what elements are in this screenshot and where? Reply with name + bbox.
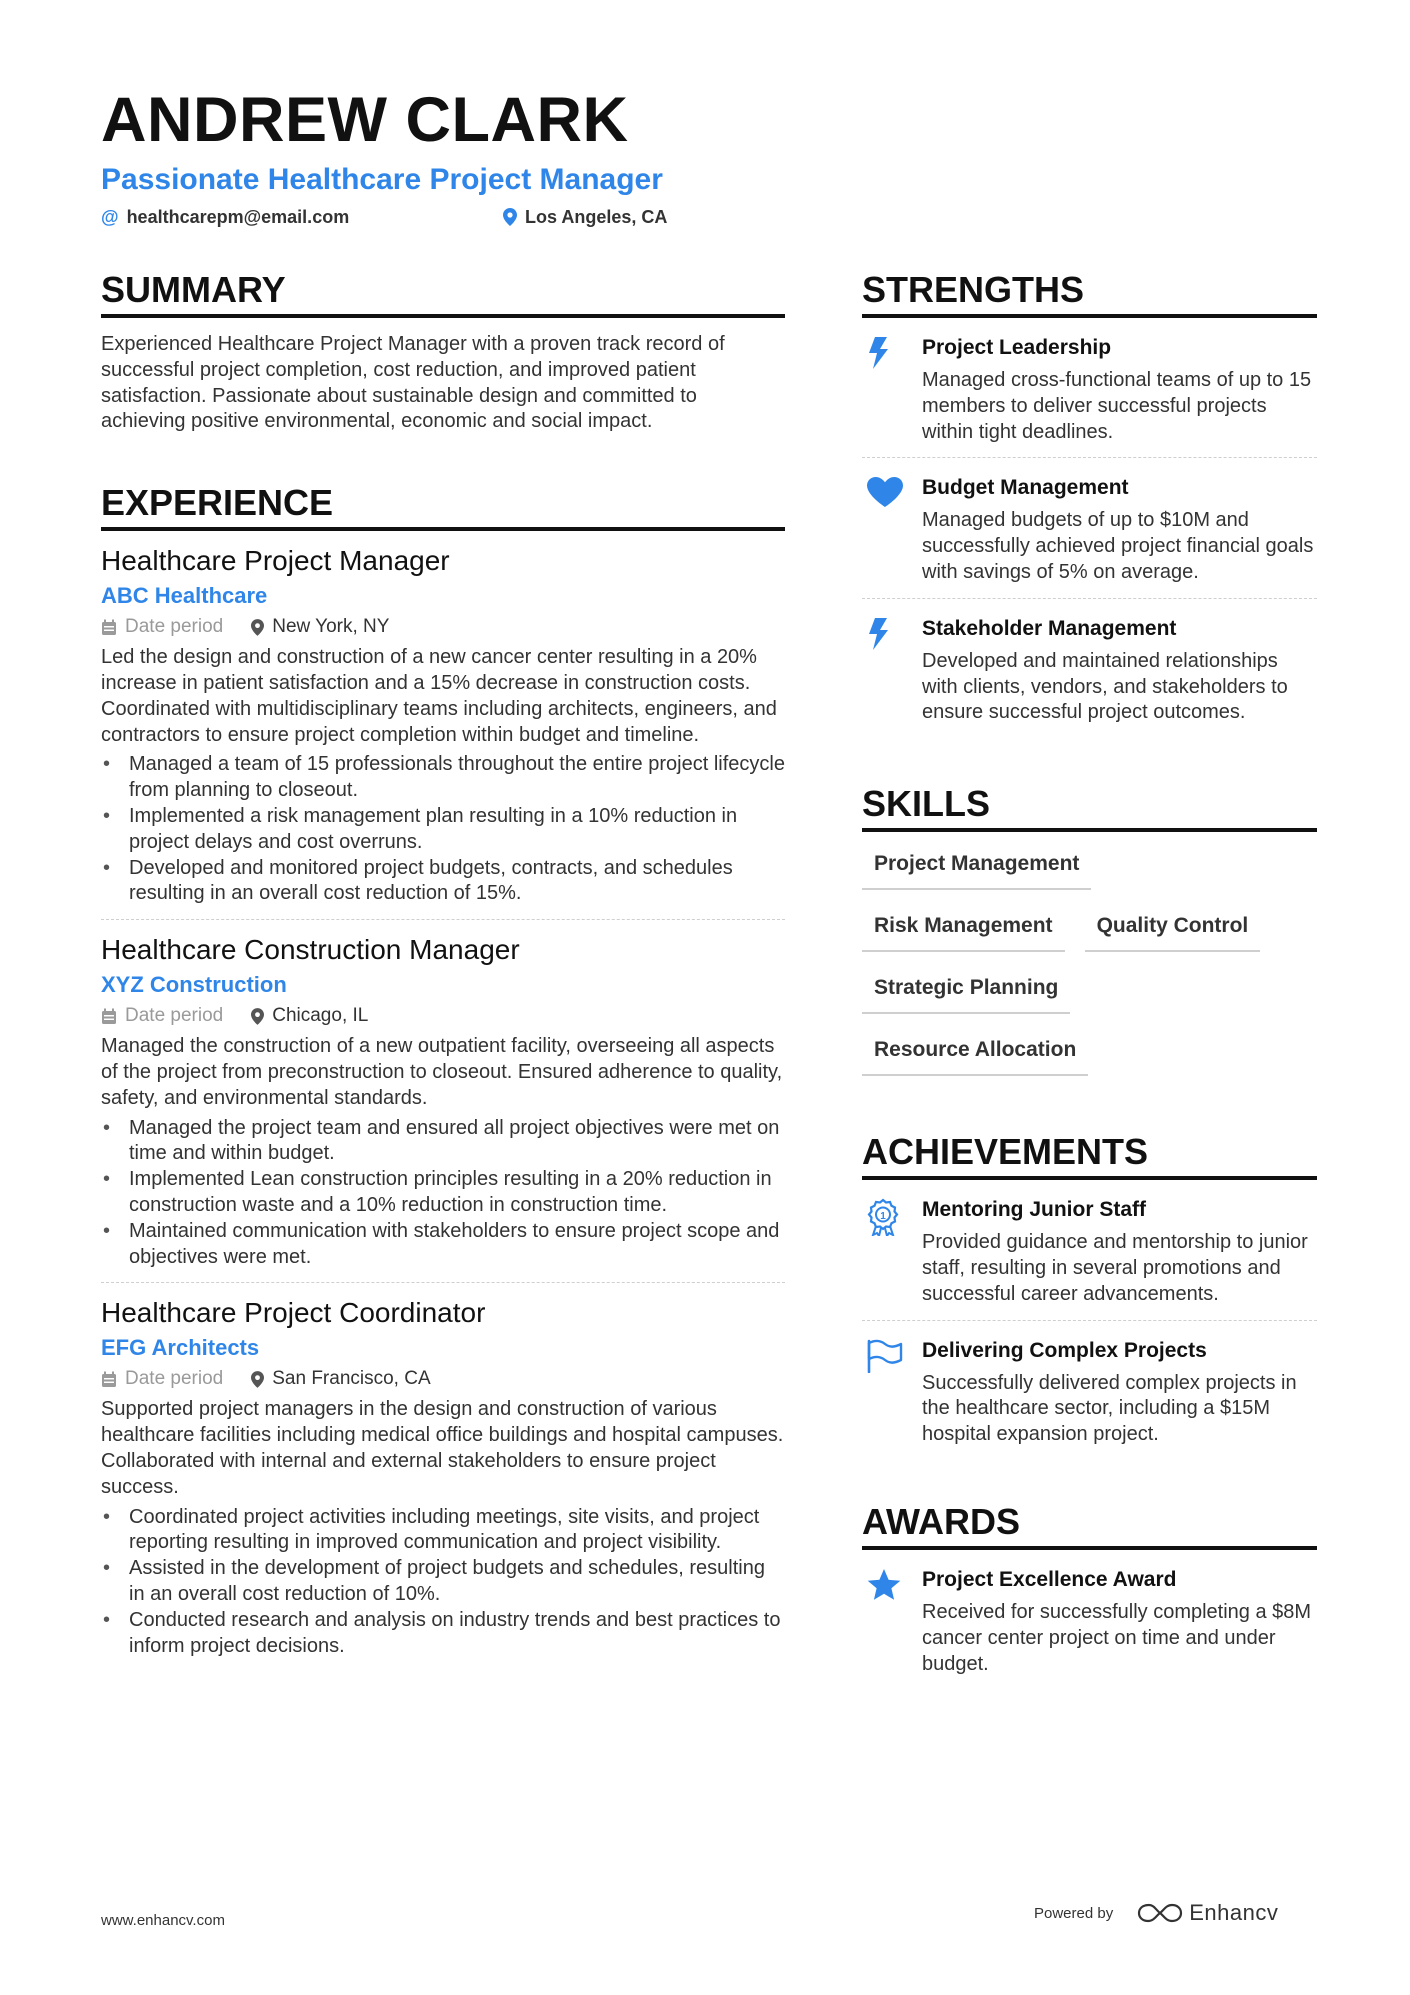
experience-entry <box>101 1282 785 1671</box>
strength-description: Managed budgets of up to $10M and successfully achieved project financial goals with savings of 5% on average. <box>922 509 1314 583</box>
section-title-experience: EXPERIENCE <box>101 481 785 531</box>
location-pin-icon <box>251 1008 264 1025</box>
job-location <box>251 1365 430 1393</box>
experience-entry <box>101 919 785 1282</box>
strengths-section <box>862 268 1317 738</box>
company-name: ABC Healthcare <box>101 583 268 609</box>
location-text: Los Angeles, CA <box>525 207 668 227</box>
strength-item <box>862 598 1317 738</box>
section-title-achievements: ACHIEVEMENTS <box>862 1130 1317 1180</box>
skill-tag: Strategic Planning <box>862 966 1070 1014</box>
calendar-icon <box>101 1371 117 1388</box>
experience-section <box>101 481 785 1671</box>
contact-info <box>101 204 1321 234</box>
job-description: Supported project managers in the design and construction of various healthcare facilities including medical office buildings and hospital campuses. Collaborated with internal and external stakeholders to ensure project success. <box>101 1398 784 1498</box>
skills-section <box>862 782 1317 1090</box>
job-date-text: Date period <box>125 1368 224 1390</box>
strength-title: Stakeholder Management <box>922 616 1177 640</box>
job-bullets <box>101 1116 785 1271</box>
job-location-text: New York, NY <box>272 616 390 638</box>
job-bullet: • Conducted research and analysis on industry trends and best practices to inform project decisions. <box>101 1608 785 1660</box>
strength-description: Managed cross-functional teams of up to 15 members to deliver successful projects within tight deadlines. <box>922 369 1312 443</box>
lightning-icon <box>862 334 922 445</box>
footer-branding <box>1034 1900 1278 1926</box>
brand-name: Enhancv <box>1189 1900 1279 1925</box>
job-meta <box>101 1002 785 1030</box>
right-column <box>862 268 1317 1689</box>
skill-tag: Quality Control <box>1085 904 1261 952</box>
heart-icon <box>862 474 922 585</box>
job-title: Healthcare Project Manager <box>101 545 450 577</box>
star-icon <box>862 1566 922 1677</box>
achievement-title: Mentoring Junior Staff <box>922 1198 1146 1222</box>
job-location-text: Chicago, IL <box>272 1005 369 1027</box>
section-title-strengths: STRENGTHS <box>862 268 1317 318</box>
medal-icon <box>862 1196 922 1307</box>
calendar-icon <box>101 1008 117 1025</box>
achievement-title: Delivering Complex Projects <box>922 1338 1207 1362</box>
achievement-description: Provided guidance and mentorship to junior staff, resulting in several promotions and successful career advancements. <box>922 1231 1308 1305</box>
calendar-icon <box>101 619 117 636</box>
company-name: EFG Architects <box>101 1335 260 1361</box>
job-date <box>101 613 223 641</box>
achievement-item <box>862 1180 1317 1319</box>
job-date <box>101 1002 223 1030</box>
summary-section <box>101 268 785 435</box>
award-item <box>862 1550 1317 1689</box>
strength-item <box>862 457 1317 597</box>
email-text: healthcarepm@email.com <box>126 207 350 227</box>
location-pin-icon <box>251 1371 264 1388</box>
job-bullet: • Coordinated project activities including meetings, site visits, and project reporting resulting in improved communication and project visibility. <box>101 1505 785 1557</box>
resume-header <box>101 82 1321 234</box>
strength-item <box>862 318 1317 457</box>
job-bullet: • Developed and monitored project budgets, contracts, and schedules resulting in an overall cost reduction of 15%. <box>101 856 785 908</box>
job-bullet: • Managed the project team and ensured all project objectives were met on time and within budget. <box>101 1116 785 1168</box>
job-bullets <box>101 752 785 907</box>
job-bullet: • Managed a team of 15 professionals throughout the entire project lifecycle from planning to closeout. <box>101 752 785 804</box>
candidate-name: ANDREW CLARK <box>101 85 629 155</box>
job-meta <box>101 1365 785 1393</box>
company-name: XYZ Construction <box>101 972 287 998</box>
section-title-summary: SUMMARY <box>101 268 785 318</box>
summary-text: Experienced Healthcare Project Manager with a proven track record of successful project completion, cost reduction, and improved patient satisfaction. Passionate about sustainable design and committed to achieving positive environmental, economic and social impact. <box>101 333 725 433</box>
job-title: Healthcare Project Coordinator <box>101 1297 486 1329</box>
at-icon: @ <box>101 207 119 227</box>
job-bullet: • Assisted in the development of project budgets and schedules, resulting in an overall cost reduction of 10%. <box>101 1556 785 1608</box>
award-description: Received for successfully completing a $8M cancer center project on time and under budget. <box>922 1600 1312 1675</box>
brand-logo[interactable] <box>1137 1900 1278 1926</box>
job-bullet: • Implemented Lean construction principles resulting in a 20% reduction in construction waste and a 10% reduction in construction time. <box>101 1167 785 1219</box>
section-title-skills: SKILLS <box>862 782 1317 832</box>
section-title-awards: AWARDS <box>862 1500 1317 1550</box>
achievement-description: Successfully delivered complex projects in the healthcare sector, including a $15M hospital expansion project. <box>922 1371 1297 1446</box>
awards-section <box>862 1500 1317 1689</box>
job-location-text: San Francisco, CA <box>272 1368 431 1390</box>
location-pin-icon <box>503 208 517 226</box>
award-title: Project Excellence Award <box>922 1567 1177 1591</box>
enhancv-logo-icon <box>1137 1901 1183 1925</box>
job-date <box>101 1365 223 1393</box>
strength-title: Budget Management <box>922 476 1129 500</box>
skill-tag: Risk Management <box>862 904 1065 952</box>
footer-website[interactable]: www.enhancv.com <box>101 1912 225 1929</box>
location-contact <box>503 204 667 230</box>
skill-tag: Resource Allocation <box>862 1028 1088 1076</box>
skill-tag: Project Management <box>862 842 1091 890</box>
job-location <box>251 613 389 641</box>
job-date-text: Date period <box>125 616 224 638</box>
flag-icon <box>862 1337 922 1448</box>
job-title: Healthcare Construction Manager <box>101 934 520 966</box>
strength-title: Project Leadership <box>922 336 1112 359</box>
job-date-text: Date period <box>125 1005 224 1027</box>
location-pin-icon <box>251 619 264 636</box>
achievements-section <box>862 1130 1317 1460</box>
strength-description: Developed and maintained relationships with clients, vendors, and stakeholders to ensure successful project outcomes. <box>922 649 1288 724</box>
experience-entry <box>101 531 785 919</box>
powered-by-text: Powered by <box>1034 1904 1114 1922</box>
job-meta <box>101 613 785 641</box>
candidate-tagline: Passionate Healthcare Project Manager <box>101 163 663 196</box>
left-column <box>101 268 785 1671</box>
job-description: Led the design and construction of a new cancer center resulting in a 20% increase in patient satisfaction and a 15% decrease in construction costs. Coordinated with multidisciplinary teams including architects, engineers, and contractors to ensure project completion within budget and timeline. <box>101 646 777 746</box>
achievement-item <box>862 1320 1317 1460</box>
lightning-icon <box>862 615 922 726</box>
job-location <box>251 1002 368 1030</box>
job-bullets <box>101 1505 785 1660</box>
job-bullet: • Maintained communication with stakeholders to ensure project scope and objectives were met. <box>101 1219 785 1271</box>
skills-list <box>862 842 1322 1090</box>
job-description: Managed the construction of a new outpatient facility, overseeing all aspects of the project from preconstruction to closeout. Ensured adherence to quality, safety, and environmental standards. <box>101 1035 783 1109</box>
email-contact[interactable] <box>101 204 349 230</box>
job-bullet: • Implemented a risk management plan resulting in a 10% reduction in project delays and cost overruns. <box>101 804 785 856</box>
svg-text:1: 1 <box>880 1211 886 1223</box>
